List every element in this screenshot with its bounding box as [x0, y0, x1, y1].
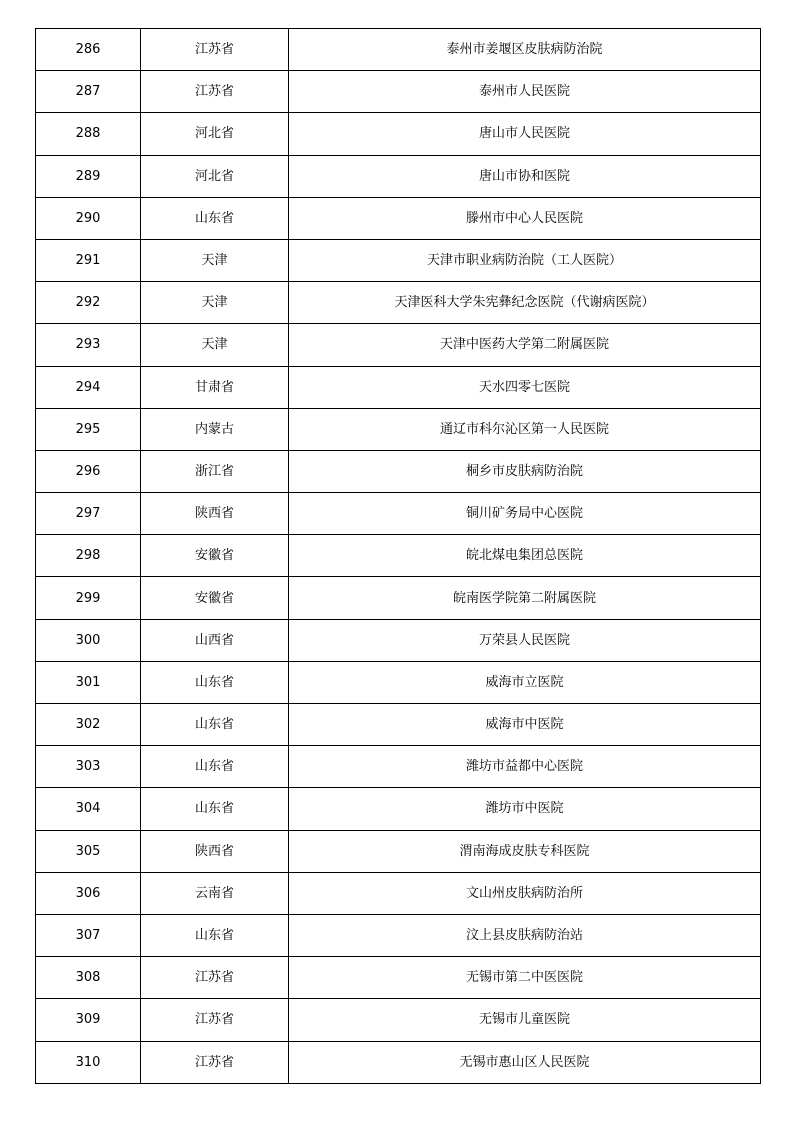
hospital-name-cell: 泰州市姜堰区皮肤病防治院: [289, 29, 761, 71]
table-row: [36, 872, 761, 914]
row-number-cell: 294: [36, 366, 141, 408]
province-cell: 天津: [141, 239, 289, 281]
row-number-cell: 292: [36, 282, 141, 324]
row-number-cell: 300: [36, 619, 141, 661]
province-cell: 河北省: [141, 113, 289, 155]
table-row: [36, 324, 761, 366]
province-cell: 陕西省: [141, 493, 289, 535]
table-row: [36, 830, 761, 872]
hospital-name-cell: 潍坊市益都中心医院: [289, 746, 761, 788]
table-row: [36, 366, 761, 408]
hospital-name-cell: 天津中医药大学第二附属医院: [289, 324, 761, 366]
row-number-cell: 302: [36, 704, 141, 746]
table-row: [36, 282, 761, 324]
table-row: [36, 71, 761, 113]
table-row: [36, 577, 761, 619]
province-cell: 内蒙古: [141, 408, 289, 450]
hospital-name-cell: 威海市立医院: [289, 661, 761, 703]
table-row: [36, 535, 761, 577]
row-number-cell: 299: [36, 577, 141, 619]
province-cell: 山东省: [141, 914, 289, 956]
province-cell: 山东省: [141, 788, 289, 830]
row-number-cell: 307: [36, 914, 141, 956]
row-number-cell: 303: [36, 746, 141, 788]
hospital-name-cell: 唐山市协和医院: [289, 155, 761, 197]
province-cell: 江苏省: [141, 957, 289, 999]
hospital-name-cell: 唐山市人民医院: [289, 113, 761, 155]
row-number-cell: 286: [36, 29, 141, 71]
hospital-name-cell: 威海市中医院: [289, 704, 761, 746]
row-number-cell: 295: [36, 408, 141, 450]
province-cell: 山东省: [141, 197, 289, 239]
table-row: [36, 957, 761, 999]
row-number-cell: 293: [36, 324, 141, 366]
hospital-name-cell: 天水四零七医院: [289, 366, 761, 408]
province-cell: 山东省: [141, 746, 289, 788]
table-row: [36, 113, 761, 155]
hospital-name-cell: 铜川矿务局中心医院: [289, 493, 761, 535]
province-cell: 江苏省: [141, 1041, 289, 1083]
province-cell: 甘肃省: [141, 366, 289, 408]
row-number-cell: 288: [36, 113, 141, 155]
row-number-cell: 297: [36, 493, 141, 535]
province-cell: 云南省: [141, 872, 289, 914]
province-cell: 安徽省: [141, 535, 289, 577]
row-number-cell: 310: [36, 1041, 141, 1083]
row-number-cell: 289: [36, 155, 141, 197]
province-cell: 陕西省: [141, 830, 289, 872]
row-number-cell: 301: [36, 661, 141, 703]
table-row: [36, 29, 761, 71]
row-number-cell: 296: [36, 450, 141, 492]
row-number-cell: 287: [36, 71, 141, 113]
hospital-name-cell: 天津市职业病防治院（工人医院）: [289, 239, 761, 281]
province-cell: 安徽省: [141, 577, 289, 619]
hospital-name-cell: 滕州市中心人民医院: [289, 197, 761, 239]
table-row: [36, 493, 761, 535]
hospital-name-cell: 无锡市儿童医院: [289, 999, 761, 1041]
hospital-name-cell: 万荣县人民医院: [289, 619, 761, 661]
province-cell: 江苏省: [141, 999, 289, 1041]
document-page: [35, 28, 760, 1084]
table-row: [36, 999, 761, 1041]
province-cell: 河北省: [141, 155, 289, 197]
row-number-cell: 306: [36, 872, 141, 914]
hospital-name-cell: 无锡市惠山区人民医院: [289, 1041, 761, 1083]
table-row: [36, 746, 761, 788]
hospital-name-cell: 渭南海成皮肤专科医院: [289, 830, 761, 872]
province-cell: 江苏省: [141, 71, 289, 113]
hospital-name-cell: 潍坊市中医院: [289, 788, 761, 830]
hospital-name-cell: 文山州皮肤病防治所: [289, 872, 761, 914]
hospital-name-cell: 汶上县皮肤病防治站: [289, 914, 761, 956]
province-cell: 浙江省: [141, 450, 289, 492]
table-row: [36, 661, 761, 703]
table-row: [36, 704, 761, 746]
row-number-cell: 304: [36, 788, 141, 830]
hospital-name-cell: 通辽市科尔沁区第一人民医院: [289, 408, 761, 450]
table-row: [36, 1041, 761, 1083]
hospital-name-cell: 泰州市人民医院: [289, 71, 761, 113]
row-number-cell: 305: [36, 830, 141, 872]
table-row: [36, 914, 761, 956]
province-cell: 山西省: [141, 619, 289, 661]
row-number-cell: 309: [36, 999, 141, 1041]
hospital-name-cell: 皖南医学院第二附属医院: [289, 577, 761, 619]
table-row: [36, 197, 761, 239]
row-number-cell: 291: [36, 239, 141, 281]
province-cell: 江苏省: [141, 29, 289, 71]
row-number-cell: 290: [36, 197, 141, 239]
hospital-name-cell: 无锡市第二中医医院: [289, 957, 761, 999]
province-cell: 天津: [141, 324, 289, 366]
province-cell: 天津: [141, 282, 289, 324]
table-row: [36, 239, 761, 281]
table-row: [36, 155, 761, 197]
hospital-name-cell: 天津医科大学朱宪彝纪念医院（代谢病医院）: [289, 282, 761, 324]
hospital-name-cell: 皖北煤电集团总医院: [289, 535, 761, 577]
hospital-list-table: [35, 28, 761, 1084]
row-number-cell: 298: [36, 535, 141, 577]
table-body: [36, 29, 761, 1084]
row-number-cell: 308: [36, 957, 141, 999]
table-row: [36, 619, 761, 661]
table-row: [36, 408, 761, 450]
province-cell: 山东省: [141, 661, 289, 703]
province-cell: 山东省: [141, 704, 289, 746]
table-row: [36, 788, 761, 830]
hospital-name-cell: 桐乡市皮肤病防治院: [289, 450, 761, 492]
table-row: [36, 450, 761, 492]
